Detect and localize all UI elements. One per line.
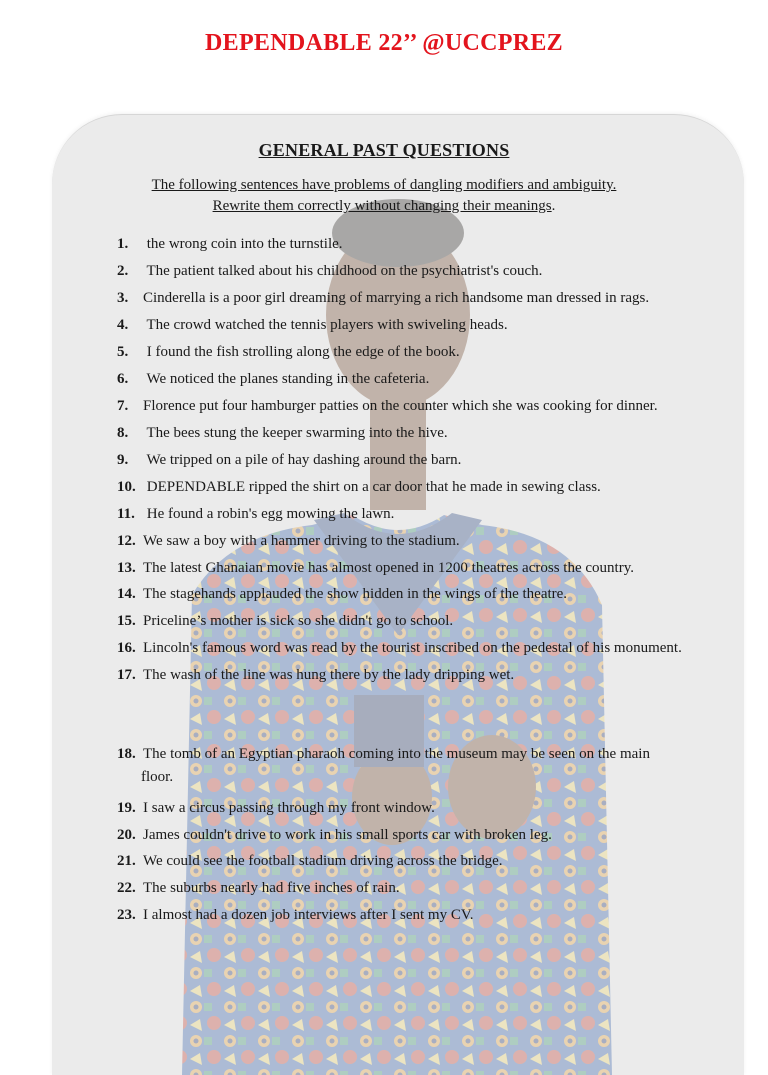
question-number: 23. xyxy=(117,907,136,923)
question-number: 2. xyxy=(117,263,129,279)
question-item xyxy=(117,827,552,844)
question-item xyxy=(117,800,435,817)
question-text: James couldn't drive to work in his small sports car with broken leg. xyxy=(143,827,552,843)
question-number: 21. xyxy=(117,853,136,869)
question-number: 10. xyxy=(117,479,136,495)
question-item xyxy=(117,853,503,870)
question-text: The stagehands applauded the show hidden in the wings of the theatre. xyxy=(143,586,568,602)
question-text: The patient talked about his childhood on the psychiatrist's couch. xyxy=(146,263,543,279)
question-item xyxy=(117,613,453,630)
question-number: 5. xyxy=(117,344,129,360)
question-number: 1. xyxy=(117,236,129,252)
question-item xyxy=(117,746,650,786)
question-text: We saw a boy with a hammer driving to the stadium. xyxy=(143,533,460,549)
instructions-line-1: The following sentences have problems of dangling modifiers and ambiguity. xyxy=(151,177,617,193)
question-text: The suburbs nearly had five inches of rain. xyxy=(143,880,400,896)
question-text: We tripped on a pile of hay dashing around the barn. xyxy=(146,452,462,468)
question-item xyxy=(117,398,658,415)
question-number: 8. xyxy=(117,425,129,441)
question-number: 19. xyxy=(117,800,136,816)
question-item xyxy=(117,586,567,603)
question-item xyxy=(117,236,343,253)
question-number: 12. xyxy=(117,533,136,549)
question-number: 20. xyxy=(117,827,136,843)
question-number: 16. xyxy=(117,640,136,656)
question-number: 14. xyxy=(117,586,136,602)
document-title: GENERAL PAST QUESTIONS xyxy=(258,140,510,160)
question-number: 15. xyxy=(117,613,136,629)
instructions-line-2-wrap xyxy=(213,198,556,214)
question-text: DEPENDABLE ripped the shirt on a car door that he made in sewing class. xyxy=(146,479,601,495)
question-item xyxy=(117,263,542,280)
question-item xyxy=(117,452,461,469)
question-text: The tomb of an Egyptian pharaoh coming into the museum may be seen on the main xyxy=(143,746,650,762)
question-item xyxy=(117,667,514,684)
question-text: We could see the football stadium driving across the bridge. xyxy=(143,853,503,869)
question-item xyxy=(117,290,649,307)
question-text: The latest Ghanaian movie has almost opened in 1200 theatres across the country. xyxy=(143,560,634,576)
question-number: 9. xyxy=(117,452,129,468)
question-item xyxy=(117,907,473,924)
question-number: 13. xyxy=(117,560,136,576)
question-text: The bees stung the keeper swarming into the hive. xyxy=(146,425,448,441)
question-text: the wrong coin into the turnstile. xyxy=(146,236,343,252)
question-text: The wash of the line was hung there by the lady dripping wet. xyxy=(143,667,515,683)
question-item xyxy=(117,344,460,361)
question-text: Lincoln's famous word was read by the tourist inscribed on the pedestal of his monument. xyxy=(143,640,682,656)
question-number: 22. xyxy=(117,880,136,896)
question-number: 6. xyxy=(117,371,129,387)
question-item xyxy=(117,880,400,897)
question-number: 3. xyxy=(117,290,129,306)
question-item xyxy=(117,371,429,388)
question-text: I saw a circus passing through my front window. xyxy=(143,800,435,816)
question-number: 18. xyxy=(117,746,136,762)
banner-title: DEPENDABLE 22’’ @UCCPREZ xyxy=(205,30,563,56)
question-text: He found a robin's egg mowing the lawn. xyxy=(146,506,395,522)
instructions xyxy=(0,175,768,217)
question-item xyxy=(117,640,682,657)
question-text: Florence put four hamburger patties on the counter which she was cooking for dinner. xyxy=(143,398,658,414)
question-number: 4. xyxy=(117,317,129,333)
question-item xyxy=(117,533,460,550)
question-text: I found the fish strolling along the edge of the book. xyxy=(146,344,460,360)
question-number: 17. xyxy=(117,667,136,683)
instructions-line-2: Rewrite them correctly without changing their meanings xyxy=(212,198,552,214)
question-item xyxy=(117,317,508,334)
question-text: I almost had a dozen job interviews after I sent my CV. xyxy=(143,907,474,923)
question-text: The crowd watched the tennis players with swiveling heads. xyxy=(146,317,508,333)
instructions-period: . xyxy=(551,198,556,214)
question-text: We noticed the planes standing in the cafeteria. xyxy=(146,371,430,387)
question-item xyxy=(117,560,634,577)
question-item xyxy=(117,479,601,496)
question-text-continuation: floor. xyxy=(141,769,174,785)
question-text: Cinderella is a poor girl dreaming of marrying a rich handsome man dressed in rags. xyxy=(143,290,650,306)
question-item xyxy=(117,506,394,523)
question-number: 7. xyxy=(117,398,129,414)
question-text: Priceline’s mother is sick so she didn't go to school. xyxy=(143,613,454,629)
question-item xyxy=(117,425,448,442)
question-number: 11. xyxy=(117,506,135,522)
